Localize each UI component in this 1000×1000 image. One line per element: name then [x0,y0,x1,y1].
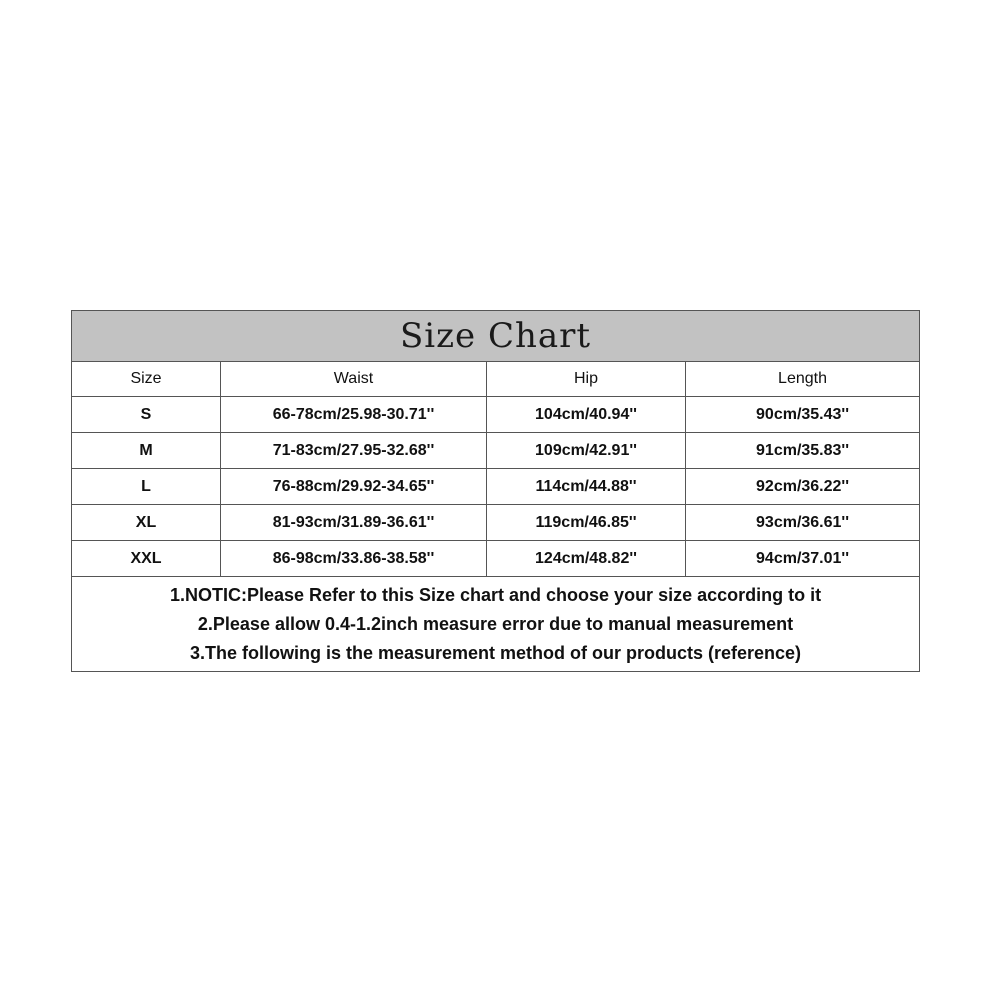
notes-section [72,577,920,672]
cell-size: XXL [72,541,221,577]
cell-length: 94cm/37.01'' [686,541,920,577]
header-hip: Hip [487,362,686,397]
cell-length: 92cm/36.22'' [686,469,920,505]
cell-hip: 119cm/46.85'' [487,505,686,541]
cell-waist: 76-88cm/29.92-34.65'' [221,469,487,505]
cell-size: XL [72,505,221,541]
note-line: 1.NOTIC:Please Refer to this Size chart and choose your size according to it [169,584,822,605]
cell-waist: 66-78cm/25.98-30.71'' [221,397,487,433]
cell-waist: 86-98cm/33.86-38.58'' [221,541,487,577]
table-row [72,541,920,577]
cell-hip: 104cm/40.94'' [487,397,686,433]
note-line: 3.The following is the measurement method of our products (reference) [189,642,802,663]
cell-size: S [72,397,221,433]
note-line: 2.Please allow 0.4-1.2inch measure error due to manual measurement [197,613,794,634]
cell-hip: 114cm/44.88'' [487,469,686,505]
table-row [72,505,920,541]
cell-length: 91cm/35.83'' [686,433,920,469]
header-waist: Waist [221,362,487,397]
table-row [72,433,920,469]
cell-length: 93cm/36.61'' [686,505,920,541]
size-chart-table [71,310,920,672]
cell-hip: 124cm/48.82'' [487,541,686,577]
table-row [72,397,920,433]
header-row [72,362,920,397]
cell-hip: 109cm/42.91'' [487,433,686,469]
cell-waist: 81-93cm/31.89-36.61'' [221,505,487,541]
cell-length: 90cm/35.43'' [686,397,920,433]
title-row [72,311,920,362]
cell-waist: 71-83cm/27.95-32.68'' [221,433,487,469]
cell-size: L [72,469,221,505]
table-row [72,469,920,505]
header-size: Size [72,362,221,397]
chart-title: Size Chart [72,311,920,362]
header-length: Length [686,362,920,397]
notes-row [72,577,920,672]
cell-size: M [72,433,221,469]
